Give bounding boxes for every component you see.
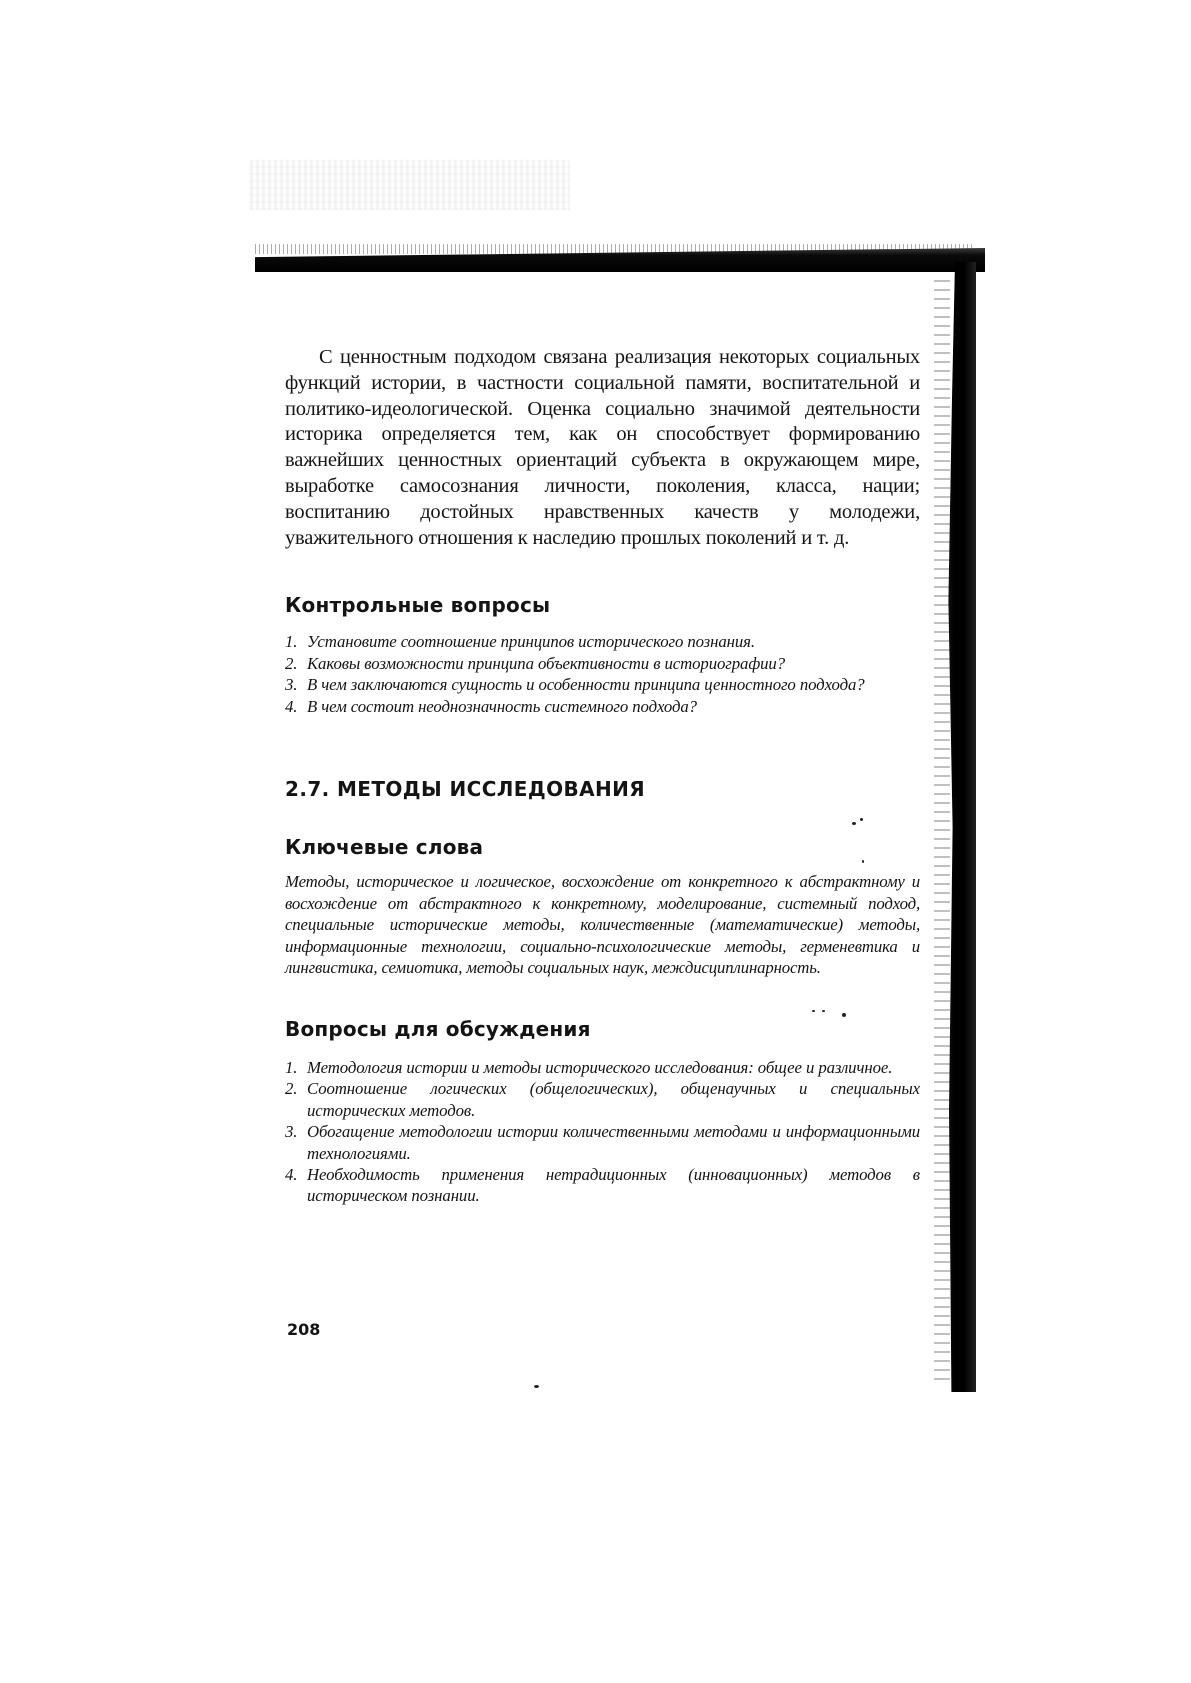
list-item-number: 2. <box>285 1079 298 1099</box>
list-item <box>285 631 920 652</box>
list-item-text: В чем заключаются сущность и особенности принципа ценностного подхода? <box>307 675 865 695</box>
page-number: 208 <box>287 1320 321 1339</box>
list-item <box>285 696 920 717</box>
list-item <box>285 1164 920 1207</box>
list-item-number: 1. <box>285 1057 298 1077</box>
list-item-text: Установите соотношение принципов исторического познания. <box>307 632 755 652</box>
list-item-number: 3. <box>285 675 298 695</box>
control-questions-list <box>285 631 920 717</box>
discussion-questions-list <box>285 1057 920 1207</box>
scan-edge-speckle <box>934 280 950 1380</box>
list-item-text: В чем состоит неоднозначность системного подхода? <box>307 696 697 716</box>
list-item-number: 3. <box>285 1122 298 1142</box>
chapter-heading: 2.7. МЕТОДЫ ИССЛЕДОВАНИЯ <box>285 777 646 801</box>
list-item <box>285 1078 920 1121</box>
list-item-number: 4. <box>285 696 298 716</box>
list-item-number: 1. <box>285 632 298 652</box>
key-words-text: Методы, историческое и логическое, восхождение от конкретного к абстрактному и восхождение от абстрактного к конкретному, моделирование, системный подход, специальные исторические методы, количественные (математические) методы, информационные технологии, социально-психологические методы, герменевтика и лингвистика, семиотика, методы социальных наук, междисциплинарность. <box>285 872 920 978</box>
scan-speck <box>534 1385 539 1388</box>
list-item-text: Соотношение логических (общелогических), общенаучных и специальных исторических методов. <box>307 1079 920 1120</box>
page-content <box>285 345 920 1207</box>
control-questions-heading: Контрольные вопросы <box>285 593 551 618</box>
list-item-number: 4. <box>285 1165 298 1184</box>
list-item <box>285 1057 920 1078</box>
list-item <box>285 674 920 695</box>
list-item-text: Необходимость применения нетрадиционных (инновационных) методов в историческом познании. <box>307 1165 920 1206</box>
list-item-text: Обогащение методологии истории количественными методами и информационными технологиями. <box>307 1122 920 1163</box>
discussion-questions-heading: Вопросы для обсуждения <box>285 1016 591 1041</box>
bleed-through-text <box>250 160 570 210</box>
list-item-number: 2. <box>285 653 298 673</box>
scan-edge <box>946 262 976 1392</box>
list-item <box>285 1121 920 1164</box>
list-item-text: Методология истории и методы исторического исследования: общее и различное. <box>307 1057 893 1077</box>
key-words-heading: Ключевые слова <box>285 835 484 859</box>
list-item <box>285 653 920 674</box>
body-paragraph: С ценностным подходом связана реализация некоторых социальных функций истории, в частности социальной памяти, воспитательной и политико-идеологической. Оценка социально значимой деятельности историка определяется тем, как он способствует формированию важнейших ценностных ориентаций субъекта в окружающем мире, выработке самосознания личности, поколения, класса, нации; воспитанию достойных нравственных качеств у молодежи, уважительного отношения к наследию прошлых поколений и т. д. <box>285 346 920 549</box>
list-item-text: Каковы возможности принципа объективности в историографии? <box>307 653 786 673</box>
